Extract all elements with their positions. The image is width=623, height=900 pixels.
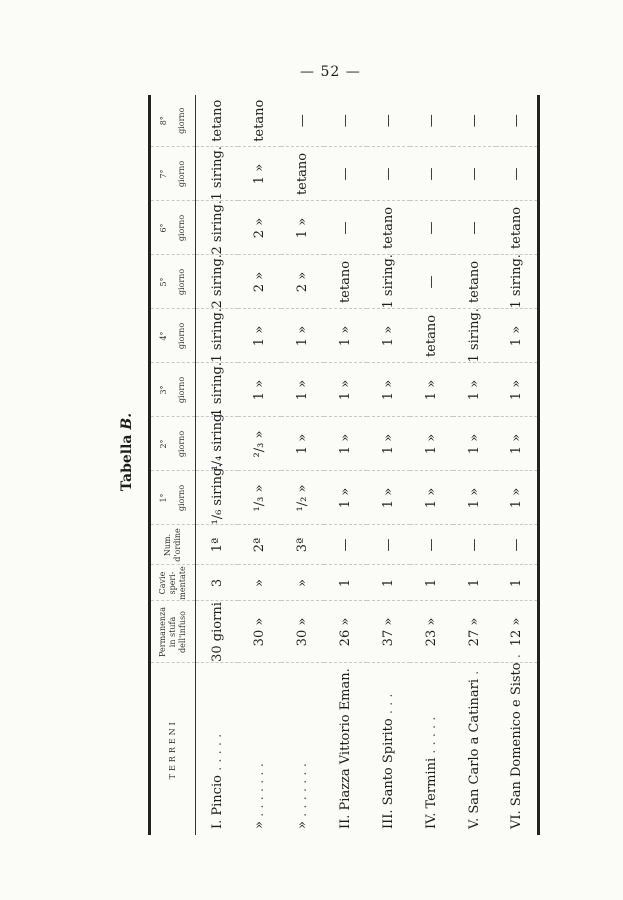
num-ordine-cell: — — [367, 525, 410, 565]
leader-dots: . . . . . . . — [252, 763, 268, 817]
day-3-cell: 1 » — [496, 363, 539, 417]
leader-dots: . — [508, 654, 524, 659]
table-row — [238, 95, 281, 835]
day-6-cell: — — [324, 201, 367, 255]
cavie-cell: 3 — [196, 565, 239, 601]
day-7-cell: 1 siring. — [196, 147, 239, 201]
cavie-cell: » — [238, 565, 281, 601]
header-day-1: 1° giorno — [150, 471, 196, 525]
day-5-cell: 2 siring. — [196, 255, 239, 309]
cavie-cell: 1 — [410, 565, 453, 601]
day-8-cell: — — [410, 95, 453, 147]
day-5-cell: 1 siring. — [367, 255, 410, 309]
day-6-cell: — — [410, 201, 453, 255]
caption-label: Tabella — [119, 434, 135, 492]
day-5-cell: 2 » — [281, 255, 324, 309]
table-row — [367, 95, 410, 835]
header-row — [150, 95, 196, 835]
permanenza-cell: 26 » — [324, 601, 367, 663]
terreno-name — [324, 663, 367, 835]
permanenza-cell: 27 » — [453, 601, 496, 663]
terreno-name — [196, 663, 239, 835]
num-ordine-cell: 1ª — [196, 525, 239, 565]
day-3-cell: 1 » — [324, 363, 367, 417]
terreno-label: II. Piazza Vittorio Eman. — [338, 668, 354, 829]
day-8-cell: — — [324, 95, 367, 147]
num-ordine-cell: — — [324, 525, 367, 565]
day-6-cell: 1 » — [281, 201, 324, 255]
terreno-label: V. San Carlo a Catinari — [466, 678, 482, 829]
header-day-5: 5° giorno — [150, 255, 196, 309]
terreno-label: » — [252, 821, 268, 829]
permanenza-cell: 30 » — [281, 601, 324, 663]
day-5-cell: tetano — [324, 255, 367, 309]
day-2-cell: ²/₃ » — [238, 417, 281, 471]
header-day-2: 2° giorno — [150, 417, 196, 471]
day-5-cell: — — [410, 255, 453, 309]
table-row — [324, 95, 367, 835]
day-5-cell: 1 siring. — [496, 255, 539, 309]
day-2-cell: 1 » — [324, 417, 367, 471]
terreno-name — [496, 654, 539, 835]
permanenza-cell: 23 » — [410, 601, 453, 663]
day-7-cell: — — [324, 147, 367, 201]
day-7-cell: 1 » — [238, 147, 281, 201]
day-3-cell: 1 » — [453, 363, 496, 417]
day-3-cell: 1 » — [367, 363, 410, 417]
leader-dots: . . . — [380, 693, 396, 715]
day-1-cell: 1 » — [324, 471, 367, 525]
table-row — [496, 95, 539, 835]
header-permanenza: Permanenza in stufa dell'infuso — [150, 601, 196, 663]
cavie-cell: 1 — [324, 565, 367, 601]
table-row — [410, 95, 453, 835]
day-7-cell: — — [367, 147, 410, 201]
day-4-cell: 1 » — [324, 309, 367, 363]
header-day-3: 3° giorno — [150, 363, 196, 417]
day-2-cell: 1 » — [453, 417, 496, 471]
table-caption — [119, 413, 135, 491]
terreno-name — [367, 663, 410, 835]
day-4-cell: tetano — [410, 309, 453, 363]
day-3-cell: 1 » — [238, 363, 281, 417]
day-2-cell: 1 » — [367, 417, 410, 471]
permanenza-cell: 30 giorni — [196, 601, 239, 663]
day-3-cell: 1 siring. — [196, 363, 239, 417]
table-row — [196, 95, 239, 835]
num-ordine-cell: — — [453, 525, 496, 565]
day-6-cell: 2 » — [238, 201, 281, 255]
day-2-cell: ¹/₄ siring. — [196, 417, 239, 471]
day-8-cell: — — [496, 95, 539, 147]
day-1-cell: ¹/₆ siring. — [196, 471, 239, 525]
day-4-cell: 1 » — [238, 309, 281, 363]
day-3-cell: 1 » — [281, 363, 324, 417]
leader-dots: . . . . . . . — [295, 763, 311, 817]
day-4-cell: 1 siring. — [196, 309, 239, 363]
day-1-cell: ¹/₃ » — [238, 471, 281, 525]
day-6-cell: — — [453, 201, 496, 255]
leader-dots: . . . . . — [209, 733, 225, 771]
day-7-cell: tetano — [281, 147, 324, 201]
table-row — [453, 95, 496, 835]
day-8-cell: — — [367, 95, 410, 147]
header-day-4: 4° giorno — [150, 309, 196, 363]
header-num: Num. d'ordine — [150, 525, 196, 565]
terreno-label: IV. Termini — [423, 757, 439, 829]
day-3-cell: 1 » — [410, 363, 453, 417]
day-1-cell: 1 » — [367, 471, 410, 525]
day-6-cell: tetano — [367, 201, 410, 255]
table-row — [281, 95, 324, 835]
day-7-cell: — — [496, 147, 539, 201]
rotated-table-wrapper — [148, 95, 540, 835]
day-4-cell: 1 siring. — [453, 309, 496, 363]
leader-dots: . — [466, 670, 482, 675]
num-ordine-cell: 3ª — [281, 525, 324, 565]
day-4-cell: 1 » — [496, 309, 539, 363]
num-ordine-cell: — — [496, 525, 539, 565]
day-8-cell: tetano — [196, 95, 239, 147]
day-1-cell: 1 » — [410, 471, 453, 525]
cavie-cell: 1 — [367, 565, 410, 601]
day-5-cell: tetano — [453, 255, 496, 309]
day-4-cell: 1 » — [367, 309, 410, 363]
terreno-label: » — [295, 821, 311, 829]
day-5-cell: 2 » — [238, 255, 281, 309]
permanenza-cell: 12 » — [496, 601, 539, 663]
day-1-cell: 1 » — [496, 471, 539, 525]
num-ordine-cell: 2ª — [238, 525, 281, 565]
day-2-cell: 1 » — [410, 417, 453, 471]
table-body — [196, 95, 539, 835]
cavie-cell: 1 — [496, 565, 539, 601]
header-cavie: Cavie speri- mentate — [150, 565, 196, 601]
terreno-label: I. Pincio — [209, 775, 225, 829]
header-terreni: TERRENI — [150, 663, 196, 835]
day-2-cell: 1 » — [496, 417, 539, 471]
day-6-cell: 2 siring. — [196, 201, 239, 255]
day-6-cell: tetano — [496, 201, 539, 255]
leader-dots: . . . . . — [423, 716, 439, 754]
day-7-cell: — — [410, 147, 453, 201]
day-7-cell: — — [453, 147, 496, 201]
header-day-7: 7° giorno — [150, 147, 196, 201]
day-4-cell: 1 » — [281, 309, 324, 363]
header-day-6: 6° giorno — [150, 201, 196, 255]
page-number: — 52 — — [300, 64, 361, 80]
permanenza-cell: 37 » — [367, 601, 410, 663]
terreno-name — [238, 663, 281, 835]
num-ordine-cell: — — [410, 525, 453, 565]
permanenza-cell: 30 » — [238, 601, 281, 663]
day-1-cell: ¹/₂ » — [281, 471, 324, 525]
terreno-name — [281, 663, 324, 835]
terreno-name — [453, 663, 496, 835]
cavie-cell: » — [281, 565, 324, 601]
terreno-label: III. Santo Spirito — [380, 718, 396, 829]
day-8-cell: — — [281, 95, 324, 147]
terreno-name — [410, 663, 453, 835]
cavie-cell: 1 — [453, 565, 496, 601]
caption-letter: B. — [119, 412, 135, 430]
terreno-label: VI. San Domenico e Sisto — [508, 662, 524, 829]
data-table — [148, 95, 540, 835]
day-1-cell: 1 » — [453, 471, 496, 525]
day-2-cell: 1 » — [281, 417, 324, 471]
day-8-cell: tetano — [238, 95, 281, 147]
day-8-cell: — — [453, 95, 496, 147]
header-day-8: 8° giorno — [150, 95, 196, 147]
